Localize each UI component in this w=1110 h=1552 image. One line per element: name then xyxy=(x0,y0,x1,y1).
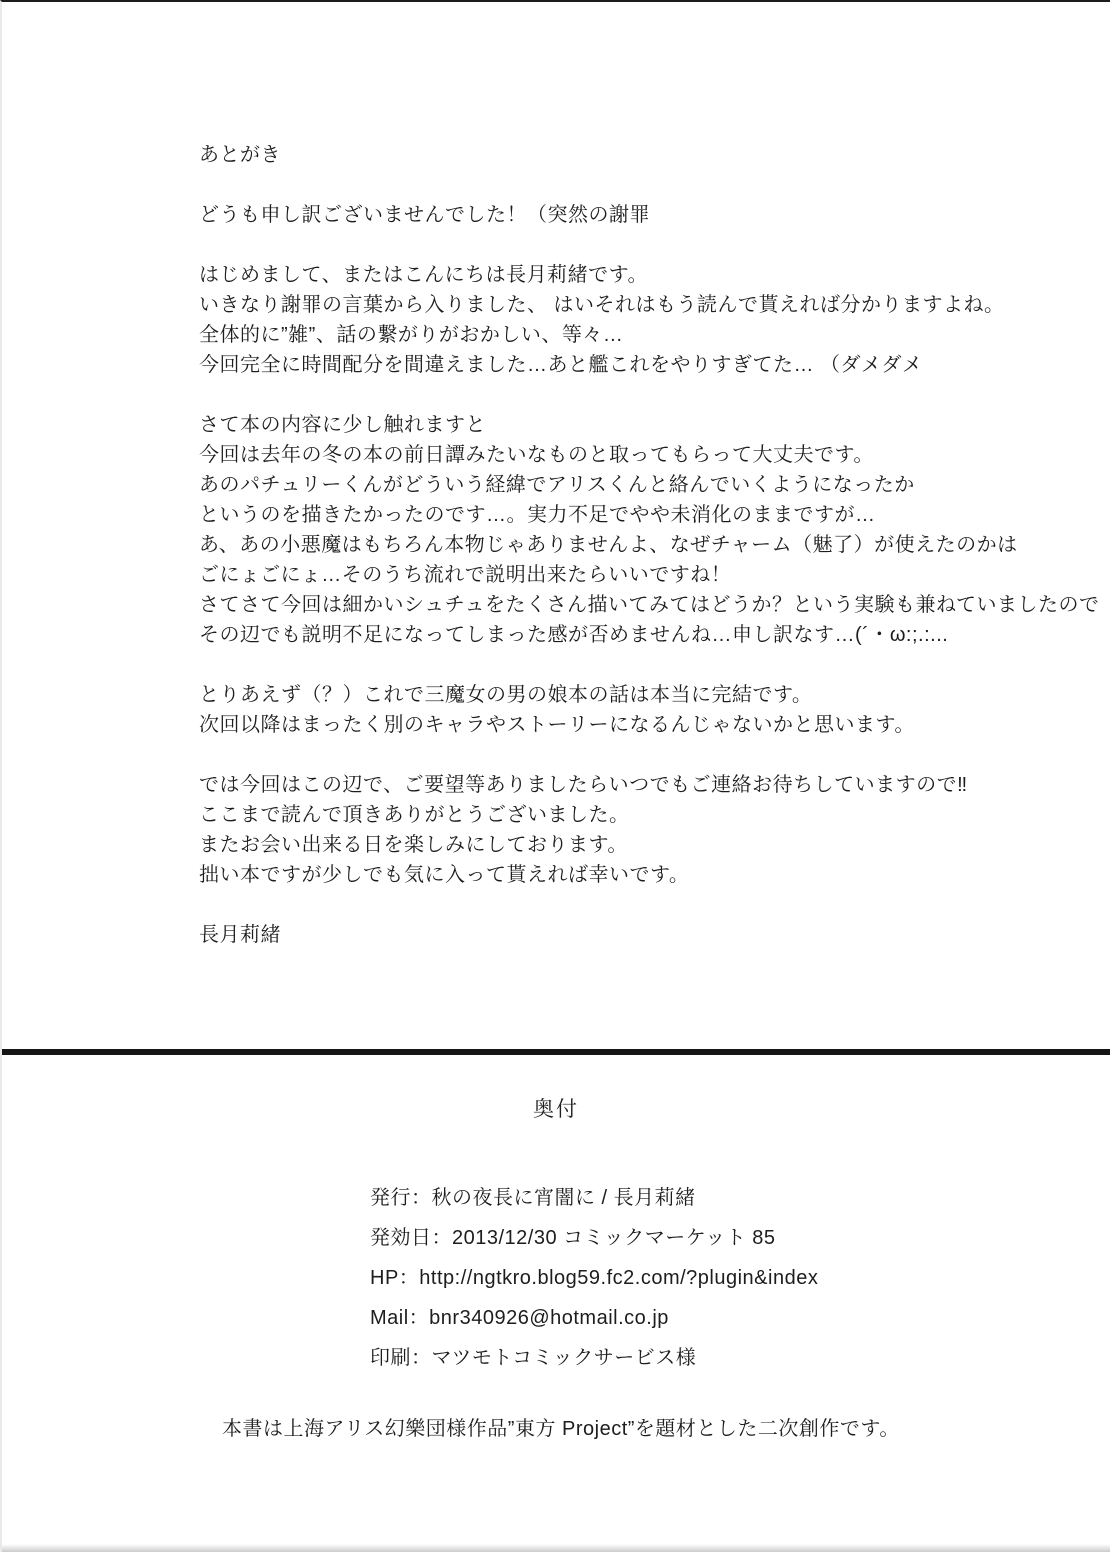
text-line: というのを描きたかったのです…。実力不足でやや未消化のままですが… xyxy=(199,504,876,526)
colophon-row-date xyxy=(370,1218,818,1258)
text-line: 全体的に”雑”、話の繋がりがおかしい、等々… xyxy=(199,324,624,346)
colophon-value: 2013/12/30 コミックマーケット 85 xyxy=(452,1227,776,1249)
colophon-value: http://ngtkro.blog59.fc2.com/?plugin&index xyxy=(419,1267,819,1289)
colophon-row-publisher xyxy=(370,1178,818,1218)
text-line: さて本の内容に少し触れますと xyxy=(199,414,486,436)
text-line: 次回以降はまったく別のキャラやストーリーになるんじゃないかと思います。 xyxy=(199,714,915,736)
text-line: とりあえず（？）これで三魔女の男の娘本の話は本当に完結です。 xyxy=(199,684,813,706)
colophon-label: 印刷 xyxy=(370,1347,411,1369)
section-divider-rule xyxy=(2,1049,1110,1055)
colophon-separator: ： xyxy=(408,1307,430,1329)
text-line: では今回はこの辺で、ご要望等ありましたらいつでもご連絡お待ちしていますので‼ xyxy=(199,774,968,796)
text-line: その辺でも説明不足になってしまった感が否めませんね…申し訳なす…(´・ω:;.:... xyxy=(199,624,949,646)
colophon-label: Mail xyxy=(370,1307,409,1329)
colophon-row-printer xyxy=(370,1338,818,1378)
colophon-row-mail xyxy=(370,1298,818,1338)
text-line: ごにょごにょ…そのうち流れで説明出来たらいいですね！ xyxy=(199,564,732,586)
colophon-label: HP xyxy=(370,1267,399,1289)
text-line: あのパチュリーくんがどういう経緯でアリスくんと絡んでいくようになったか xyxy=(199,474,915,496)
afterword-section xyxy=(199,110,1099,980)
text-line: どうも申し訳ございませんでした！（突然の謝罪 xyxy=(199,204,650,226)
colophon-row-homepage xyxy=(370,1258,818,1298)
colophon-label: 発効日 xyxy=(370,1227,432,1249)
text-line: ここまで読んで頂きありがとうございました。 xyxy=(199,804,630,826)
colophon-value: 秋の夜長に宵闇に / 長月莉緒 xyxy=(431,1187,696,1209)
text-line: あ、あの小悪魔はもちろん本物じゃありませんよ、なぜチャーム（魅了）が使えたのかは xyxy=(199,534,1018,556)
text-line: さてさて今回は細かいシュチュをたくさん描いてみてはどうか？という実験も兼ねていましたので xyxy=(199,594,1100,616)
colophon-title: 奥付 xyxy=(533,1098,579,1121)
text-line: 今回は去年の冬の本の前日譚みたいなものと取ってもらって大丈夫です。 xyxy=(199,444,874,466)
colophon-label: 発行 xyxy=(370,1187,411,1209)
text-line: 今回完全に時間配分を間違えました…あと艦これをやりすぎてた… （ダメダメ xyxy=(199,354,923,376)
colophon-separator: ： xyxy=(411,1347,432,1369)
colophon-value: マツモトコミックサービス様 xyxy=(431,1347,697,1369)
text-line: 拙い本ですが少しでも気に入って貰えれば幸いです。 xyxy=(199,864,690,886)
colophon-value: bnr340926@hotmail.co.jp xyxy=(429,1307,669,1329)
colophon-list xyxy=(370,1178,818,1378)
colophon-separator: ： xyxy=(398,1267,420,1289)
page-bottom-edge xyxy=(2,1544,1110,1552)
author-signature: 長月莉緒 xyxy=(199,924,281,946)
text-line: はじめまして、またはこんにちは長月莉緒です。 xyxy=(199,264,648,286)
text-line: いきなり謝罪の言葉から入りました、 はいそれはもう読んで貰えれば分かりますよね。 xyxy=(199,294,1005,316)
colophon-separator: ： xyxy=(431,1227,452,1249)
afterword-title: あとがき xyxy=(199,144,281,166)
colophon-separator: ： xyxy=(411,1187,432,1209)
text-line: またお会い出来る日を楽しみにしております。 xyxy=(199,834,628,856)
derivative-work-note: 本書は上海アリス幻樂団様作品”東方 Project”を題材とした二次創作です。 xyxy=(222,1418,900,1440)
